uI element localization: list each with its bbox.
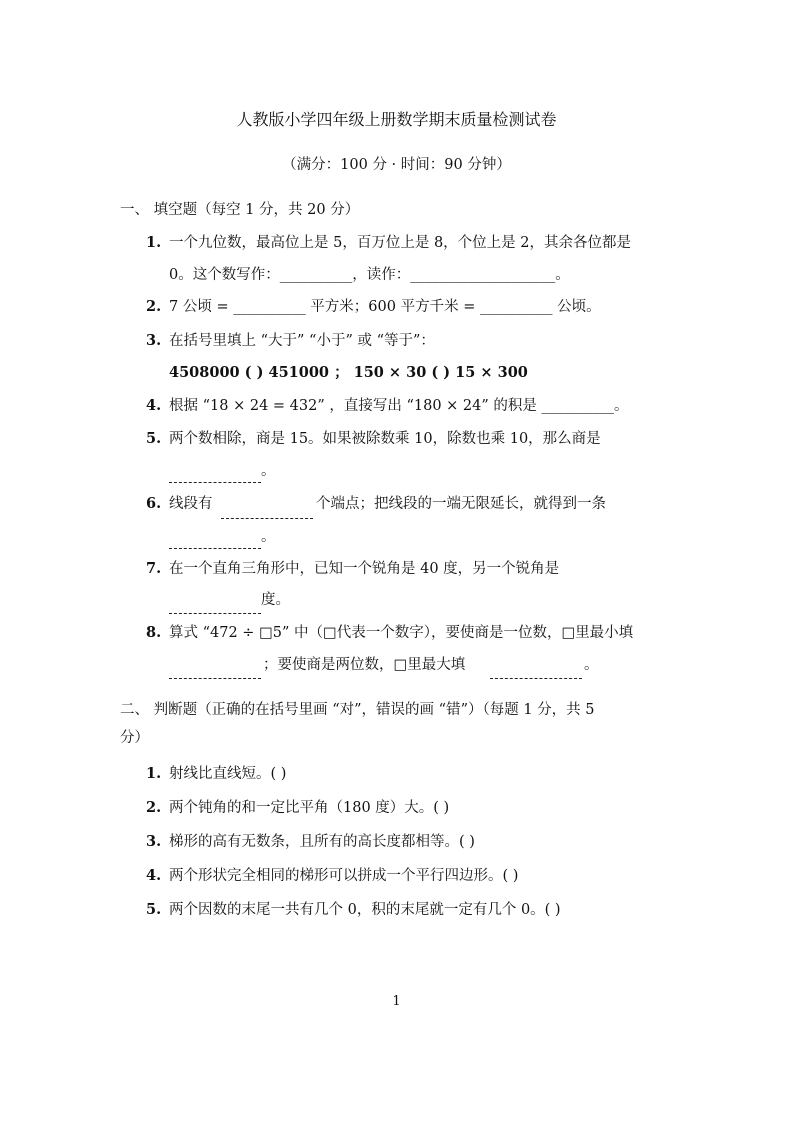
judgement-item: 两个形状完全相同的梯形可以拼成一个平行四边形。( ) [169,868,519,884]
question-number: 1. [146,234,162,251]
judgement-item: 梯形的高有无数条，且所有的高长度都相等。( ) [169,834,475,850]
question-text: 在一个直角三角形中，已知一个锐角是 40 度，另一个锐角是 [169,561,560,577]
section2-heading-cont: 分） [120,730,149,746]
question-text: 7 公顷 = __________ 平方米；600 平方千米 = __________ 公顷。 [169,299,601,315]
question-number: 8. [146,624,162,641]
question-text: 4508000 ( ) 451000 ； 150 × 30 ( ) 15 × 300 [169,364,528,381]
question-number: 2. [146,298,162,315]
question-text: 个端点；把线段的一端无限延长，就得到一条 [316,496,606,512]
question-number: 1. [146,765,162,782]
section1-heading: 一、 填空题（每空 1 分，共 20 分） [120,202,360,218]
question-number: 5. [146,430,162,447]
question-text: 0。这个数写作：__________，读作：____________________。 [169,267,570,283]
question-number: 7. [146,560,162,577]
question-text: 两个数相除，商是 15。如果被除数乘 10，除数也乘 10，那么商是 [169,431,601,447]
question-number: 3. [146,332,162,349]
question-number: 6. [146,495,162,512]
judgement-item: 两个钝角的和一定比平角（180 度）大。( ) [169,800,450,816]
answer-blank[interactable] [221,518,313,519]
answer-blank[interactable] [169,548,261,549]
question-text: 。 [261,529,276,545]
question-number: 5. [146,901,162,918]
question-text: 线段有 [169,496,213,512]
question-text: 。 [261,463,276,479]
answer-blank[interactable] [169,678,261,679]
question-text: 算式 “472 ÷ □5” 中（□代表一个数字），要使商是一位数，□里最小填 [169,625,634,641]
question-number: 4. [146,867,162,884]
question-text: ；要使商是两位数，□里最大填 [263,657,466,673]
question-text: 根据 “18 × 24 = 432” ，直接写出 “180 × 24” 的积是 __________。 [169,398,629,414]
question-text: 在括号里填上 “大于” “小于” 或 “等于”： [169,333,435,349]
answer-blank[interactable] [490,678,582,679]
page-title: 人教版小学四年级上册数学期末质量检测试卷 [236,110,557,129]
question-number: 2. [146,799,162,816]
question-number: 4. [146,397,162,414]
section2-heading: 二、 判断题（正确的在括号里画 “对”，错误的画 “错”）（每题 1 分，共 5 [120,702,595,718]
answer-blank[interactable] [169,482,261,483]
page-number: 1 [392,994,401,1009]
question-text: 度。 [261,592,290,608]
question-text: 一个九位数，最高位上是 5，百万位上是 8，个位上是 2，其余各位都是 [169,235,632,251]
judgement-item: 射线比直线短。( ) [169,766,287,782]
question-number: 3. [146,833,162,850]
question-text: 。 [584,657,599,673]
page-subtitle: （满分：100 分 · 时间：90 分钟） [282,157,511,173]
judgement-item: 两个因数的末尾一共有几个 0，积的末尾就一定有几个 0。( ) [169,902,561,918]
answer-blank[interactable] [169,613,261,614]
